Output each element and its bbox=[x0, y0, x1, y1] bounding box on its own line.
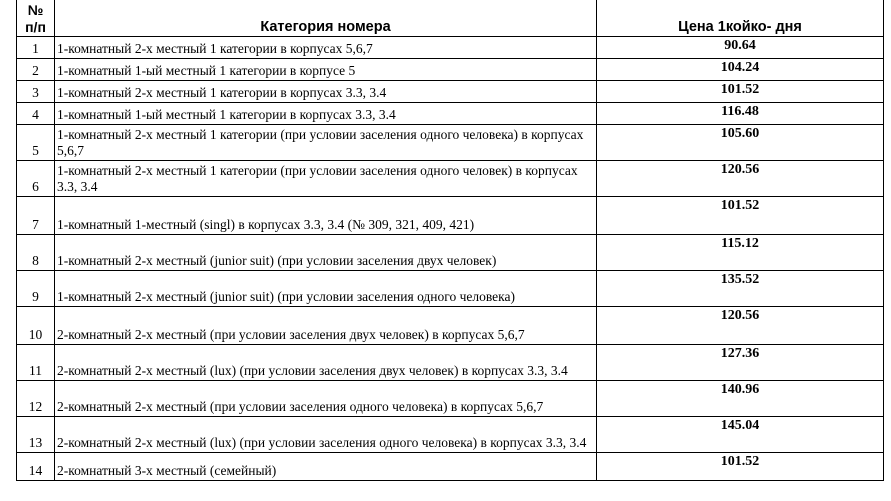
row-category: 2-комнатный 2-х местный (при условии заселения двух человек) в корпусах 5,6,7 bbox=[55, 307, 597, 345]
row-price: 145.04 bbox=[597, 417, 884, 453]
header-category: Категория номера bbox=[55, 0, 597, 37]
row-category: 1-комнатный 2-х местный 1 категории в корпусах 5,6,7 bbox=[55, 37, 597, 59]
table-row bbox=[17, 125, 884, 161]
row-number: 7 bbox=[17, 197, 55, 235]
row-price: 140.96 bbox=[597, 381, 884, 417]
table-row bbox=[17, 381, 884, 417]
row-number: 12 bbox=[17, 381, 55, 417]
row-category: 1-комнатный 2-х местный 1 категории (при условии заселения одного человек) в корпусах 3.3, 3.4 bbox=[55, 161, 597, 197]
price-table bbox=[16, 0, 884, 481]
row-number: 5 bbox=[17, 125, 55, 161]
table-row bbox=[17, 37, 884, 59]
row-price: 115.12 bbox=[597, 235, 884, 271]
row-price: 116.48 bbox=[597, 103, 884, 125]
header-number bbox=[17, 0, 55, 37]
table-row bbox=[17, 271, 884, 307]
row-number: 8 bbox=[17, 235, 55, 271]
row-number: 3 bbox=[17, 81, 55, 103]
row-number: 2 bbox=[17, 59, 55, 81]
table-row bbox=[17, 417, 884, 453]
row-category: 1-комнатный 1-ый местный 1 категории в корпусе 5 bbox=[55, 59, 597, 81]
row-category: 1-комнатный 1-местный (singl) в корпусах 3.3, 3.4 (№ 309, 321, 409, 421) bbox=[55, 197, 597, 235]
table-row bbox=[17, 453, 884, 481]
row-number: 13 bbox=[17, 417, 55, 453]
row-category: 1-комнатный 2-х местный (junior suit) (при условии заселения двух человек) bbox=[55, 235, 597, 271]
row-number: 9 bbox=[17, 271, 55, 307]
row-number: 6 bbox=[17, 161, 55, 197]
row-category: 1-комнатный 1-ый местный 1 категории в корпусах 3.3, 3.4 bbox=[55, 103, 597, 125]
row-category: 2-комнатный 3-х местный (семейный) bbox=[55, 453, 597, 481]
row-price: 101.52 bbox=[597, 197, 884, 235]
row-price: 101.52 bbox=[597, 81, 884, 103]
header-number-symbol: № bbox=[27, 2, 44, 18]
row-price: 127.36 bbox=[597, 345, 884, 381]
table-header-row bbox=[17, 0, 884, 37]
row-category: 1-комнатный 2-х местный (junior suit) (при условии заселения одного человека) bbox=[55, 271, 597, 307]
row-price: 90.64 bbox=[597, 37, 884, 59]
row-number: 1 bbox=[17, 37, 55, 59]
row-category: 2-комнатный 2-х местный (lux) (при условии заселения одного человека) в корпусах 3.3, 3.4 bbox=[55, 417, 597, 453]
table-row bbox=[17, 59, 884, 81]
row-number: 14 bbox=[17, 453, 55, 481]
table-row bbox=[17, 345, 884, 381]
row-number: 4 bbox=[17, 103, 55, 125]
table-row bbox=[17, 307, 884, 345]
row-price: 120.56 bbox=[597, 307, 884, 345]
table-row bbox=[17, 81, 884, 103]
row-price: 135.52 bbox=[597, 271, 884, 307]
row-category: 1-комнатный 2-х местный 1 категории (при условии заселения одного человека) в корпусах 5,6,7 bbox=[55, 125, 597, 161]
row-category: 2-комнатный 2-х местный (lux) (при условии заселения двух человек) в корпусах 3.3, 3.4 bbox=[55, 345, 597, 381]
table-row bbox=[17, 235, 884, 271]
table-row bbox=[17, 161, 884, 197]
row-price: 120.56 bbox=[597, 161, 884, 197]
table-row bbox=[17, 197, 884, 235]
row-number: 11 bbox=[17, 345, 55, 381]
header-number-abbrev: п/п bbox=[25, 19, 46, 35]
row-category: 1-комнатный 2-х местный 1 категории в корпусах 3.3, 3.4 bbox=[55, 81, 597, 103]
table-row bbox=[17, 103, 884, 125]
header-price: Цена 1койко- дня bbox=[597, 0, 884, 37]
row-category: 2-комнатный 2-х местный (при условии заселения одного человека) в корпусах 5,6,7 bbox=[55, 381, 597, 417]
row-number: 10 bbox=[17, 307, 55, 345]
row-price: 104.24 bbox=[597, 59, 884, 81]
row-price: 105.60 bbox=[597, 125, 884, 161]
row-price: 101.52 bbox=[597, 453, 884, 481]
